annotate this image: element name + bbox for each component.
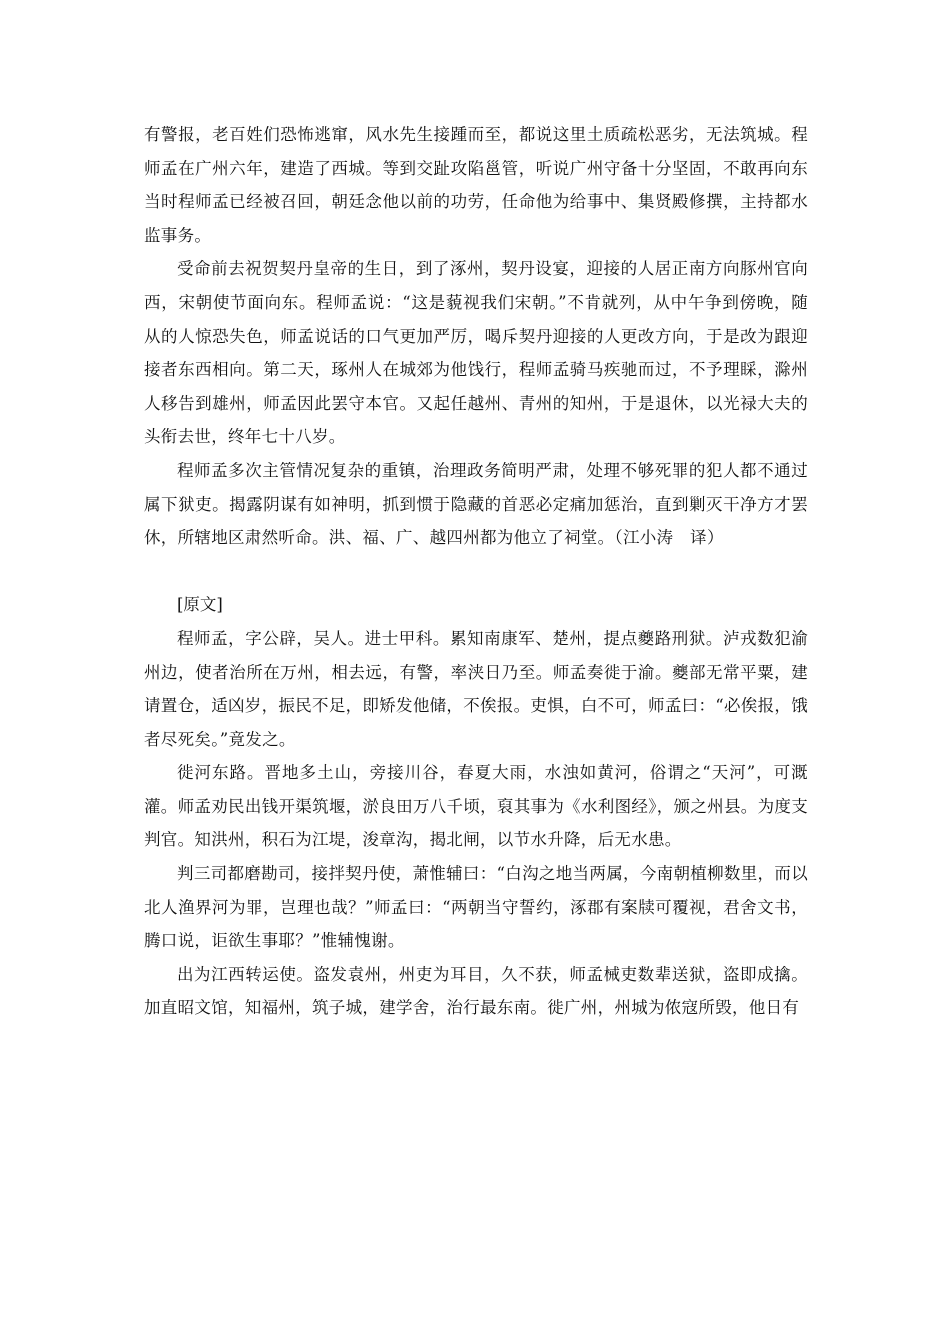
- translation-paragraph-2: 受命前去祝贺契丹皇帝的生日，到了涿州，契丹设宴，迎接的人居正南方向豚州官向西，宋朝使节面向东。程师孟说：“这是藐视我们宋朝。”不肯就列，从中午争到傍晚，随从的人惊恐失色，师孟说话的口气更加严厉，喝斥契丹迎接的人更改方向，于是改为跟迎接者东西相向。第二天，琢州人在城郊为他饯行，程师孟骑马疾驰而过，不予理睬，滁州人移告到雄州，师孟因此罢守本官。又起任越州、青州的知州，于是退休，以光禄大夫的头衔去世，终年七十八岁。: [144, 259, 808, 447]
- original-paragraph-2: 徙河东路。晋地多土山，旁接川谷，春夏大雨，水浊如黄河，俗谓之“天河”，可溉灌。师孟劝民出钱开渠筑堰，淤良田万八千顷，裒其事为《水利图经》，颁之州县。为度支判官。知洪州，积石为江堤，浚章沟，揭北闸，以节水升降，后无水患。: [144, 763, 808, 850]
- original-paragraph-4: 出为江西转运使。盗发袁州，州吏为耳目，久不获，师孟械吏数辈送狱，盗即成擒。加直昭文馆，知福州，筑子城，建学舍，治行最东南。徙广州，州城为侬寇所毁，他日有: [144, 964, 808, 1018]
- original-paragraph-1: 程师孟，字公辟，吴人。进士甲科。累知南康军、楚州，提点夔路刑狱。泸戎数犯渝州边，使者治所在万州，相去远，有警，率浃日乃至。师孟奏徙于渝。夔部无常平粟，建请置仓，适凶岁，振民不足，即矫发他储，不俟报。吏惧，白不可，师孟曰：“必俟报，饿者尽死矣。”竟发之。: [144, 628, 808, 749]
- section-spacer: [144, 555, 808, 589]
- document-page: [144, 118, 808, 1025]
- original-text-label: [原文]: [177, 595, 223, 615]
- original-paragraph-3: 判三司都磨勘司，接拌契丹使，萧惟辅曰：“白沟之地当两属，今南朝植柳数里，而以北人渔界河为罪，岂理也哉？”师孟曰：“两朝当守誓约，涿郡有案牍可覆视，君舍文书，腾口说，讵欲生事耶？”惟辅愧谢。: [144, 864, 808, 951]
- translation-paragraph-3: 程师孟多次主管情况复杂的重镇，治理政务简明严肃，处理不够死罪的犯人都不通过属下狱吏。揭露阴谋有如神明，抓到惯于隐藏的首恶必定痛加惩治，直到剿灭干净方才罢休，所辖地区肃然听命。洪、福、广、越四州都为他立了祠堂。（江小涛 译）: [144, 460, 808, 548]
- translation-paragraph-1: 有警报，老百姓们恐怖逃窜，风水先生接踵而至，都说这里土质疏松恶劣，无法筑城。程师孟在广州六年，建造了西城。等到交趾攻陷邕管，听说广州守备十分坚固，不敢再向东当时程师孟已经被召回，朝廷念他以前的功劳，任命他为给事中、集贤殿修撰，主持都水监事务。: [144, 125, 808, 245]
